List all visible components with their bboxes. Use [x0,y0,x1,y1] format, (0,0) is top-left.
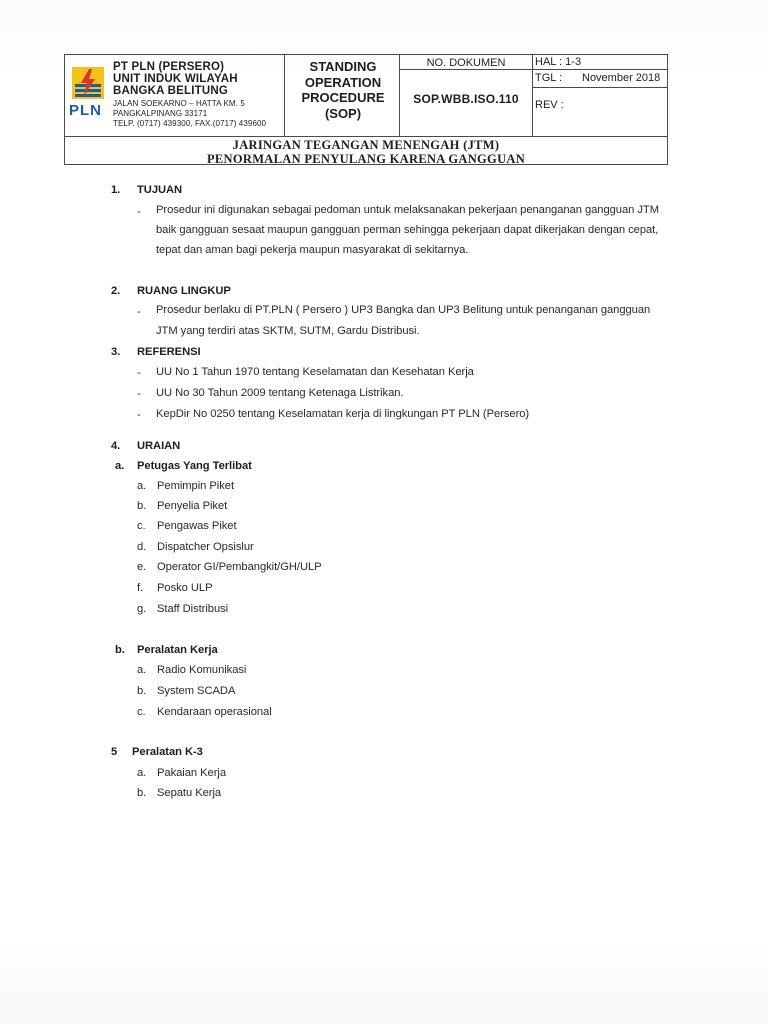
divider [532,55,533,137]
list-item: Dispatcher Opsislur [157,541,254,553]
paragraph-line: Prosedur ini digunakan sebagai pedoman untuk melaksanakan pekerjaan penanganan gangguan JTM [156,204,659,216]
sop-title-line: (SOP) [324,105,362,121]
divider [399,55,400,137]
list-item: Pakaian Kerja [157,767,227,779]
revision-label: REV : [535,99,564,111]
section-heading-tujuan: TUJUAN [137,184,183,196]
section-heading-referensi: REFERENSI [137,346,201,358]
list-marker: f. [137,582,144,594]
bullet-dash: - [137,206,141,218]
section-number: 1. [111,184,121,196]
company-unit: UNIT INDUK WILAYAH [113,73,238,85]
list-item: Penyelia Piket [157,500,228,512]
list-marker: c. [137,706,146,718]
bullet-dash: - [137,306,141,318]
divider [284,55,285,137]
company-city: PANGKALPINANG 33171 [113,109,208,118]
page-number: HAL : 1-3 [535,56,582,68]
date-value: November 2018 [582,72,661,84]
list-marker: b. [137,787,147,799]
list-item: Sepatu Kerja [157,787,222,799]
list-item: Staff Distribusi [157,603,229,615]
sop-title-line: OPERATION [304,74,382,90]
date-label: TGL : [535,72,563,84]
list-marker: g. [137,603,147,615]
list-marker: b. [137,685,147,697]
list-marker: c. [137,520,146,532]
sop-title-line: STANDING [309,59,377,74]
company-block [69,58,283,134]
document-title-line: JARINGAN TEGANGAN MENENGAH (JTM) [232,138,500,152]
list-marker: b. [137,500,147,512]
paragraph-line: baik gangguan sesaat maupun gangguan perman sehingga pekerjaan dapat dikerjakan dengan cepat, [156,224,659,236]
company-name: PT PLN (PERSERO) [113,61,225,73]
list-marker: a. [137,664,147,676]
paragraph-line: Prosedur berlaku di PT.PLN ( Persero ) UP3 Bangka dan UP3 Belitung untuk penanganan gangguan [156,304,651,316]
list-item: Pengawas Piket [157,520,237,532]
divider [65,136,667,137]
list-marker: d. [137,541,147,553]
pln-logo-icon [71,66,105,100]
section-number: 4. [111,440,121,452]
list-marker: a. [137,480,147,492]
subsection-heading-peralatan: Peralatan Kerja [137,644,218,656]
document-title [65,139,667,166]
subsection-heading-petugas: Petugas Yang Terlibat [137,460,252,472]
list-item: System SCADA [157,685,236,697]
section-number: 5 [111,746,118,758]
company-phone: TELP. (0717) 439300, FAX.(0717) 439600 [113,119,267,128]
list-item: KepDir No 0250 tentang Keselamatan kerja di lingkungan PT PLN (Persero) [156,408,530,420]
list-item: Operator GI/Pembangkit/GH/ULP [157,561,322,573]
company-address: JALAN SOEKARNO – HATTA KM. 5 [113,99,245,108]
subsection-marker: a. [115,460,125,472]
logo-text: PLN [69,102,102,119]
document-number-label: NO. DOKUMEN [426,57,506,69]
bullet-dash: - [137,388,141,400]
paragraph-line: tepat dan aman bagi pekerja maupun masyarakat di sekitarnya. [156,244,469,256]
list-item: Kendaraan operasional [157,706,272,718]
list-item: UU No 1 Tahun 1970 tentang Keselamatan dan Kesehatan Kerja [156,366,474,378]
list-item: Pemimpin Piket [157,480,235,492]
section-heading-ruang-lingkup: RUANG LINGKUP [137,285,231,297]
bullet-dash: - [137,367,141,379]
divider [532,87,667,88]
subsection-marker: b. [115,644,125,656]
list-marker: e. [137,561,147,573]
list-marker: a. [137,767,147,779]
bullet-dash: - [137,409,141,421]
document-header-table [64,54,668,165]
document-title-line: PENORMALAN PENYULANG KARENA GANGGUAN [206,151,526,166]
document-number-value: SOP.WBB.ISO.110 [413,92,519,106]
divider [399,69,667,70]
company-region: BANGKA BELITUNG [113,85,229,97]
section-heading-uraian: URAIAN [137,440,181,452]
section-number: 2. [111,285,121,297]
sop-title [287,59,399,121]
list-item: UU No 30 Tahun 2009 tentang Ketenaga Listrikan. [156,387,404,399]
list-item: Posko ULP [157,582,213,594]
list-item: Radio Komunikasi [157,664,247,676]
paragraph-line: JTM yang terdiri atas SKTM, SUTM, Gardu Distribusi. [156,325,420,337]
section-number: 3. [111,346,121,358]
section-heading-k3: Peralatan K-3 [132,746,203,758]
sop-title-line: PROCEDURE [301,90,385,105]
